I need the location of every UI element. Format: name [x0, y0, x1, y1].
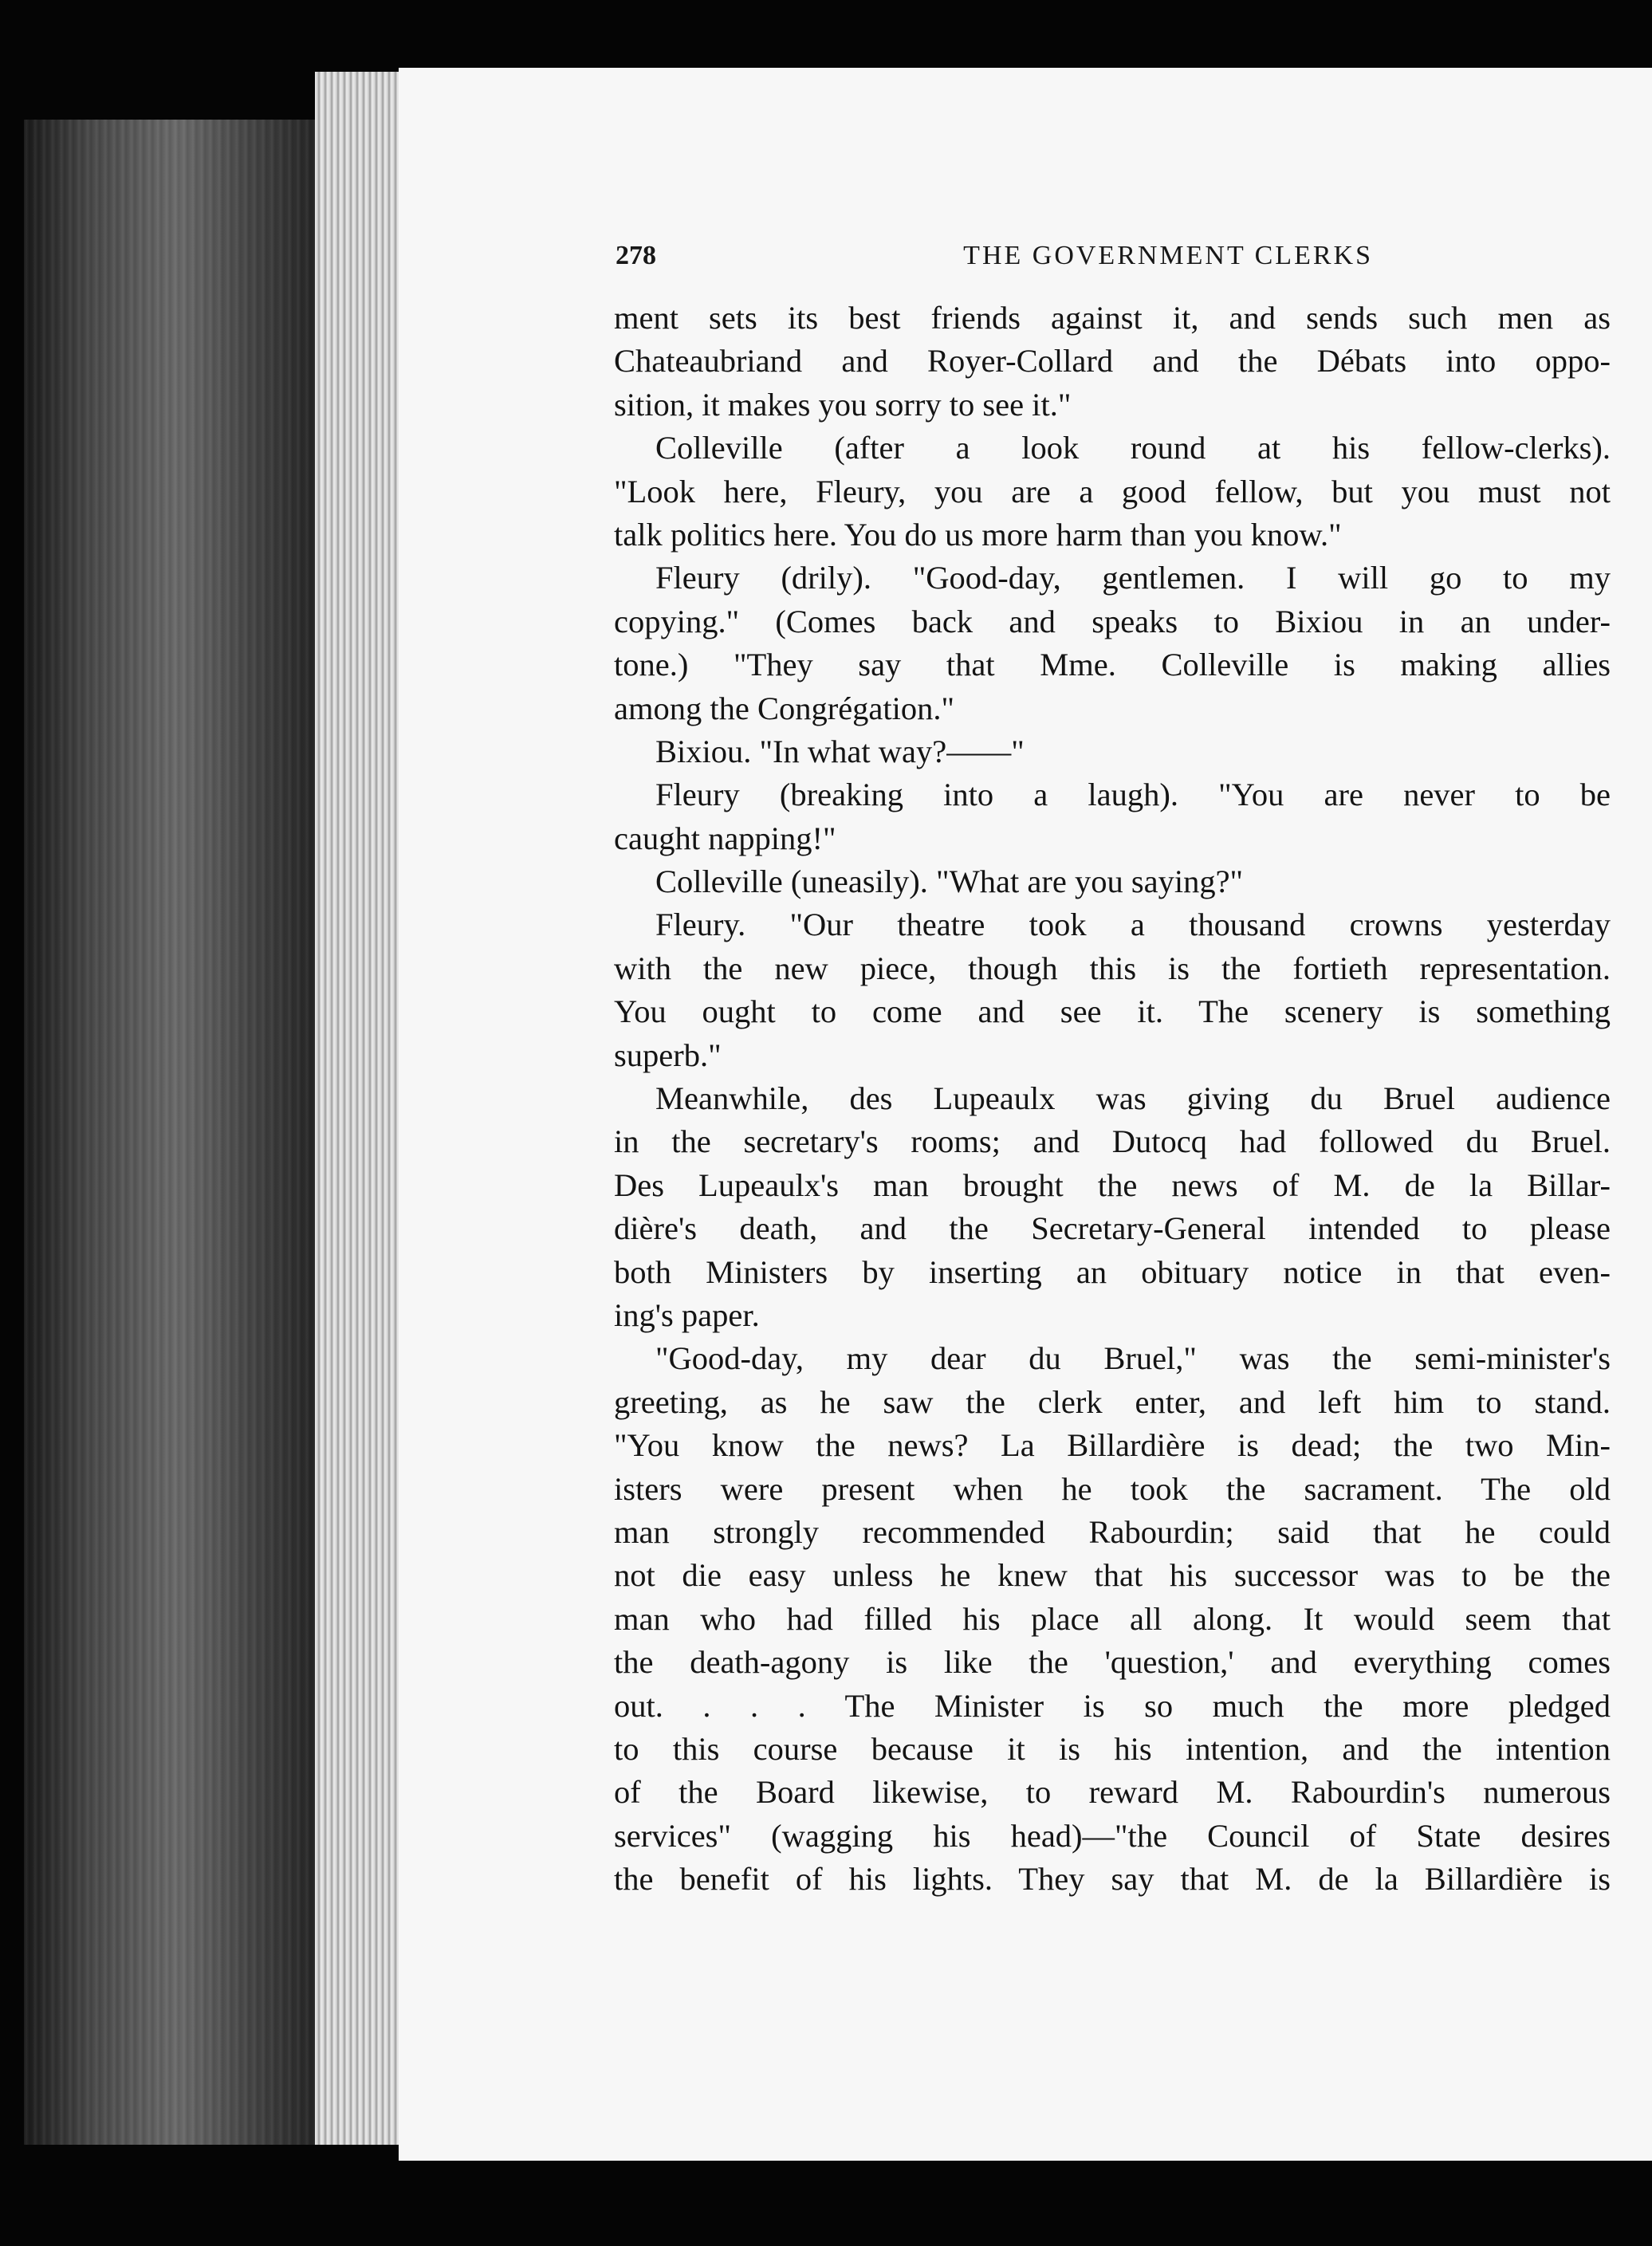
text-line: the benefit of his lights. They say that M. de la Billardière is: [614, 1861, 1611, 1898]
text-line: greeting, as he saw the clerk enter, and left him to stand.: [614, 1383, 1611, 1420]
text-line: services" (wagging his head)—"the Council of State desires: [614, 1817, 1611, 1854]
text-line: "Good-day, my dear du Bruel," was the semi-minister's: [655, 1340, 1611, 1377]
text-line: "Look here, Fleury, you are a good fellow, but you must not: [614, 473, 1611, 509]
running-head: [616, 241, 1373, 276]
text-line: "You know the news? La Billardière is dead; the two Min-: [614, 1427, 1611, 1464]
text-line: not die easy unless he knew that his successor was to be the: [614, 1557, 1611, 1594]
text-line: sition, it makes you sorry to see it.": [614, 386, 1072, 423]
text-line: dière's death, and the Secretary-General intended to please: [614, 1210, 1611, 1247]
text-line: Fleury. "Our theatre took a thousand crowns yesterday: [655, 907, 1611, 943]
text-line: Chateaubriand and Royer-Collard and the Débats into oppo-: [614, 343, 1611, 380]
text-line: the death-agony is like the 'question,' and everything comes: [614, 1644, 1611, 1681]
text-line: Colleville (after a look round at his fellow-clerks).: [655, 430, 1611, 466]
text-line: You ought to come and see it. The scenery is something: [614, 993, 1611, 1030]
text-line: copying." (Comes back and speaks to Bixiou in an under-: [614, 603, 1611, 639]
text-line: talk politics here. You do us more harm than you know.": [614, 516, 1342, 553]
text-line: Meanwhile, des Lupeaulx was giving du Bruel audience: [655, 1080, 1611, 1117]
text-line: caught napping!": [614, 820, 836, 856]
text-line: among the Congrégation.": [614, 690, 955, 726]
page-edges: [315, 72, 411, 2145]
text-line: out. . . . The Minister is so much the more pledged: [614, 1687, 1611, 1724]
text-line: superb.": [614, 1036, 722, 1073]
text-line: tone.) "They say that Mme. Colleville is making allies: [614, 647, 1611, 683]
text-line: to this course because it is his intention, and the intention: [614, 1730, 1611, 1767]
page-number: 278: [616, 241, 656, 270]
text-line: Des Lupeaulx's man brought the news of M. de la Billar-: [614, 1166, 1611, 1203]
text-line: Bixiou. "In what way?——": [655, 733, 1025, 769]
text-line: ment sets its best friends against it, and sends such men as: [614, 300, 1611, 336]
text-line: man who had filled his place all along. It would seem that: [614, 1600, 1611, 1637]
body-text: [614, 297, 1611, 1901]
text-line: ing's paper.: [614, 1296, 760, 1333]
text-line: in the secretary's rooms; and Dutocq had followed du Bruel.: [614, 1123, 1611, 1160]
running-title: THE GOVERNMENT CLERKS: [963, 241, 1373, 270]
text-line: Fleury (drily). "Good-day, gentlemen. I will go to my: [655, 560, 1611, 596]
text-line: both Ministers by inserting an obituary notice in that even-: [614, 1253, 1611, 1290]
text-line: man strongly recommended Rabourdin; said that he could: [614, 1513, 1611, 1550]
text-line: of the Board likewise, to reward M. Rabourdin's numerous: [614, 1774, 1611, 1811]
text-line: Fleury (breaking into a laugh). "You are never to be: [655, 777, 1611, 813]
text-line: Colleville (uneasily). "What are you saying?": [655, 863, 1244, 900]
text-line: with the new piece, though this is the fortieth representation.: [614, 950, 1611, 986]
text-line: isters were present when he took the sacrament. The old: [614, 1470, 1611, 1507]
